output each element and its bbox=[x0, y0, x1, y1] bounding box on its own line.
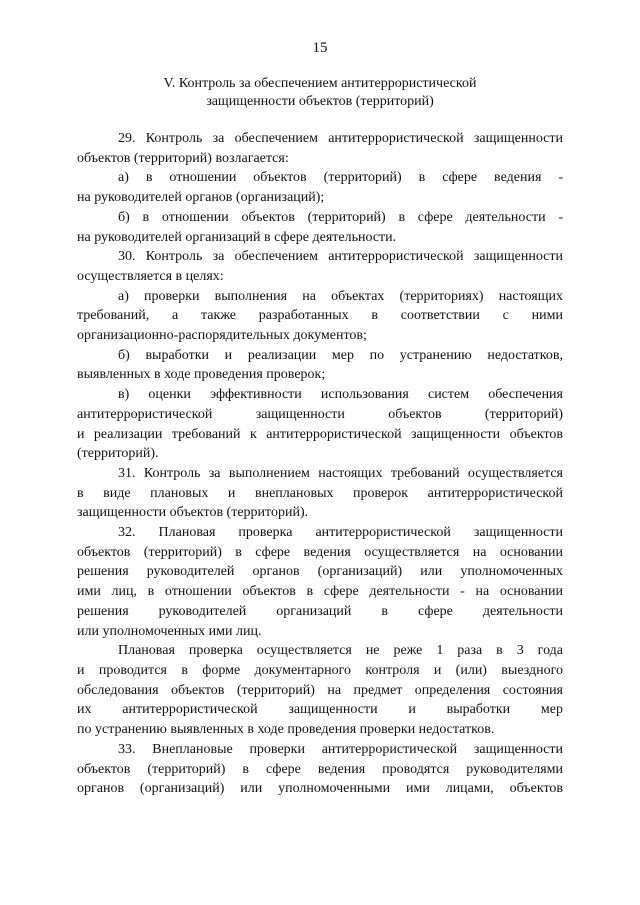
paragraph bbox=[77, 287, 563, 346]
paragraph-line: 31. Контроль за выполнением настоящих требований осуществляется bbox=[118, 465, 563, 481]
paragraph-line: организационно-распорядительных документов; bbox=[77, 328, 367, 344]
paragraph-line: 33. Внеплановые проверки антитеррористической защищенности bbox=[118, 741, 563, 757]
paragraph bbox=[77, 129, 563, 168]
paragraph-line: в виде плановых и внеплановых проверок антитеррористической bbox=[77, 485, 563, 501]
paragraph-line: выявленных в ходе проведения проверок; bbox=[77, 367, 326, 383]
paragraph-line: их антитеррористической защищенности и выработки мер bbox=[77, 702, 563, 718]
paragraph-line: на руководителей органов (организаций); bbox=[77, 190, 325, 206]
paragraph-line: и проводится в форме документарного контроля и (или) выездного bbox=[77, 662, 563, 678]
paragraph-line: защищенности объектов (территорий). bbox=[77, 505, 309, 521]
paragraph-line: решения руководителей организаций в сфере деятельности bbox=[77, 603, 563, 619]
paragraph-line: антитеррористической защищенности объектов (территорий) bbox=[77, 406, 563, 422]
paragraph-line: осуществляется в целях: bbox=[77, 268, 224, 284]
paragraph-line: в) оценки эффективности использования систем обеспечения bbox=[118, 387, 563, 403]
paragraph-line: органов (организаций) или уполномоченными ими лицами, объектов bbox=[77, 781, 563, 797]
paragraph bbox=[77, 641, 563, 740]
paragraph bbox=[77, 346, 563, 385]
paragraph-line: а) в отношении объектов (территорий) в сфере ведения - bbox=[118, 170, 563, 186]
paragraph-line: (территорий). bbox=[77, 446, 159, 462]
paragraph bbox=[77, 523, 563, 641]
paragraph-line: Плановая проверка осуществляется не реже 1 раза в 3 года bbox=[118, 643, 563, 659]
document-body bbox=[77, 129, 563, 799]
paragraph-line: б) выработки и реализации мер по устранению недостатков, bbox=[118, 347, 563, 363]
section-heading-line: V. Контроль за обеспечением антитеррористической bbox=[163, 76, 477, 91]
paragraph-line: или уполномоченных ими лиц. bbox=[77, 623, 262, 639]
paragraph bbox=[77, 168, 563, 207]
paragraph bbox=[77, 208, 563, 247]
paragraph bbox=[77, 740, 563, 799]
section-heading-line: защищенности объектов (территорий) bbox=[206, 94, 434, 109]
paragraph-line: а) проверки выполнения на объектах (территориях) настоящих bbox=[118, 288, 563, 304]
paragraph-line: решения руководителей органов (организаций) или уполномоченных bbox=[77, 564, 563, 580]
paragraph bbox=[77, 464, 563, 523]
paragraph-line: ими лиц, в отношении объектов в сфере деятельности - на основании bbox=[77, 584, 563, 600]
paragraph bbox=[77, 385, 563, 464]
paragraph bbox=[77, 247, 563, 286]
paragraph-line: 30. Контроль за обеспечением антитеррористической защищенности bbox=[118, 249, 563, 265]
paragraph-line: 32. Плановая проверка антитеррористической защищенности bbox=[118, 525, 563, 541]
paragraph-line: 29. Контроль за обеспечением антитеррористической защищенности bbox=[118, 131, 563, 146]
section-heading bbox=[120, 75, 520, 111]
paragraph-line: б) в отношении объектов (территорий) в сфере деятельности - bbox=[118, 209, 563, 225]
page-number: 15 bbox=[312, 40, 328, 56]
paragraph-line: по устранению выявленных в ходе проведения проверки недостатков. bbox=[77, 722, 495, 738]
paragraph-line: и реализации требований к антитеррористической защищенности объектов bbox=[77, 426, 563, 442]
paragraph-line: объектов (территорий) возлагается: bbox=[77, 150, 289, 166]
paragraph-line: объектов (территорий) в сфере ведения проводятся руководителями bbox=[77, 761, 563, 777]
paragraph-line: требований, а также разработанных в соответствии с ними bbox=[77, 308, 563, 324]
paragraph-line: обследования объектов (территорий) на предмет определения состояния bbox=[77, 682, 563, 698]
paragraph-line: объектов (территорий) в сфере ведения осуществляется на основании bbox=[77, 544, 563, 560]
paragraph-line: на руководителей организаций в сфере деятельности. bbox=[77, 229, 397, 245]
